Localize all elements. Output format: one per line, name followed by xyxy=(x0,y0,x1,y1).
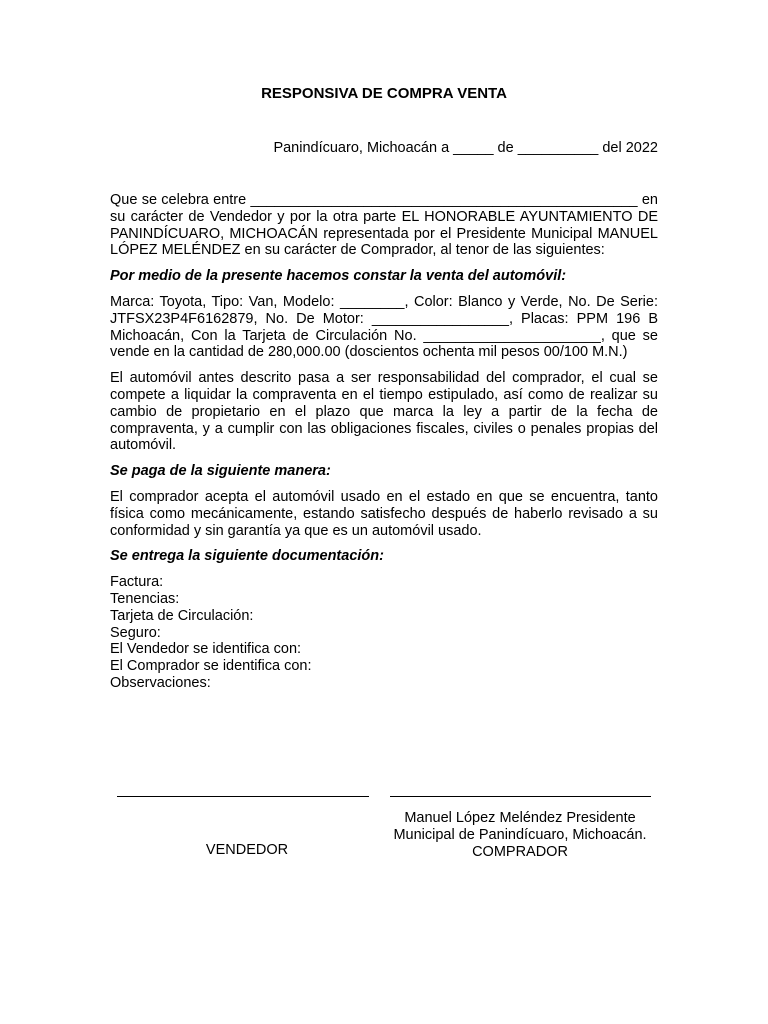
list-item: El Comprador se identifica con: xyxy=(110,658,312,675)
buyer-signature-block xyxy=(385,810,655,860)
buyer-signature-line xyxy=(390,796,651,797)
list-item: Tarjeta de Circulación: xyxy=(110,607,254,624)
responsibility-paragraph: El automóvil antes descrito pasa a ser responsabilidad del comprador, el cual se compete a liquidar la compraventa en el tiempo estipulado, así como de realizar su cambio de propietario en el plazo que marca la ley a partir de la fecha de compraventa, y a cumplir con las obligaciones fiscales, civiles o penales propias del automóvil. xyxy=(110,370,658,454)
documents-list xyxy=(110,574,658,692)
list-item: El Vendedor se identifica con: xyxy=(110,641,302,658)
sale-heading: Por medio de la presente hacemos constar la venta del automóvil: xyxy=(110,268,567,285)
payment-heading: Se paga de la siguiente manera: xyxy=(110,463,331,480)
intro-paragraph: Que se celebra entre ________________________________________________ en su carácter de Vendedor y por la otra parte EL HONORABLE AYUNTAMIENTO DE PANINDÍCUARO, MICHOACÁN representada por el Presidente Municipal MANUEL LÓPEZ MELÉNDEZ en su carácter de Comprador, al tenor de las siguientes: xyxy=(110,192,658,259)
document-title: RESPONSIVA DE COMPRA VENTA xyxy=(261,85,507,102)
list-item: Seguro: xyxy=(110,624,161,641)
seller-label: VENDEDOR xyxy=(205,842,289,858)
list-item: Tenencias: xyxy=(110,590,180,607)
list-item: Factura: xyxy=(110,574,164,591)
documents-heading: Se entrega la siguiente documentación: xyxy=(110,548,384,565)
document-body xyxy=(110,192,658,692)
vehicle-paragraph: Marca: Toyota, Tipo: Van, Modelo: ________, Color: Blanco y Verde, No. De Serie: JTFSX23P4F6162879, No. De Motor: _________________, Placas: PPM 196 B Michoacán, Con la Tarjeta de Circulación No. ______________________, que se vende en la cantidad de 280,000.00 (doscientos ochenta mil pesos 00/100 M.N.) xyxy=(110,293,658,361)
place-date-line: Panindícuaro, Michoacán a _____ de __________ del 2022 xyxy=(273,140,658,156)
seller-signature-line xyxy=(117,796,369,797)
buyer-name-line1: Manuel López Meléndez Presidente xyxy=(404,810,636,826)
buyer-name-line2: Municipal de Panindícuaro, Michoacán. xyxy=(393,826,647,843)
list-item: Observaciones: xyxy=(110,674,211,691)
acceptance-paragraph: El comprador acepta el automóvil usado en el estado en que se encuentra, tanto física como mecánicamente, estando satisfecho después de haberlo revisado a su conformidad y sin garantía ya que es un automóvil usado. xyxy=(110,488,658,539)
buyer-label: COMPRADOR xyxy=(472,843,568,860)
